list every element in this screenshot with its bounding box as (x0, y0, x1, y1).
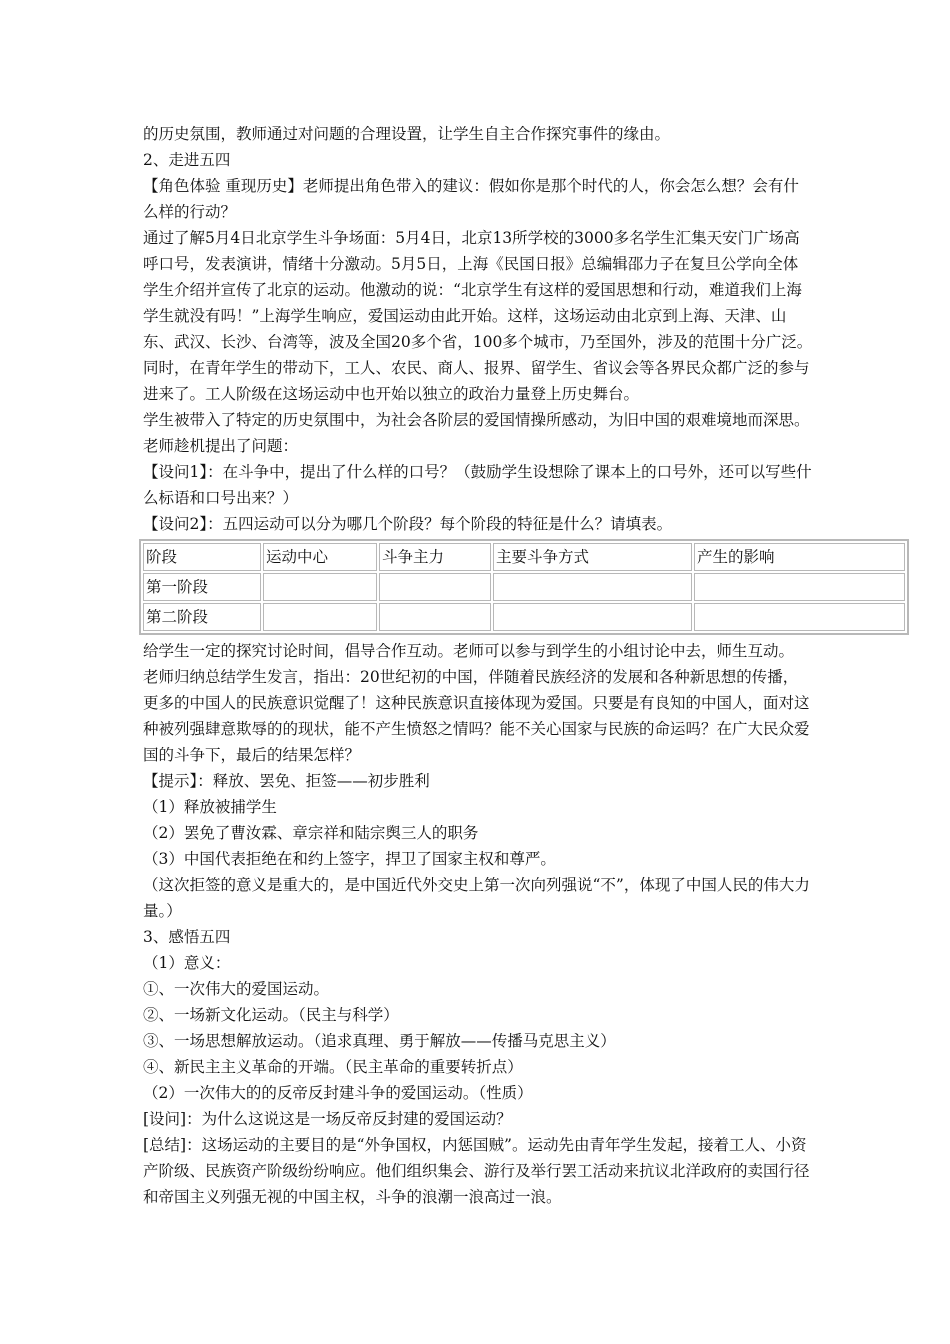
paragraph: 的历史氛围，教师通过对问题的合理设置，让学生自主合作探究事件的缘由。 (143, 125, 671, 143)
question-paragraph: 【设问2】：五四运动可以分为哪几个阶段？每个阶段的特征是什么？请填表。 (143, 515, 673, 533)
table-cell (694, 603, 905, 631)
hint-paragraph: 【提示】：释放、罢免、拒签——初步胜利 (143, 772, 430, 790)
paragraph: 【角色体验 重现历史】老师提出角色带入的建议：假如你是那个时代的人，你会怎么想？会有什么样的行动？ (143, 177, 799, 221)
table-header-cell: 阶段 (143, 543, 261, 571)
section-heading: 3、感悟五四 (143, 928, 231, 946)
question-paragraph: [设问]：为什么这说这是一场反帝反封建的爱国运动？ (143, 1110, 512, 1128)
summary-paragraph: [总结]：这场运动的主要目的是“外争国权，内惩国贼”。运动先由青年学生发起，接着工人、小资产阶级、民族资产阶级纷纷响应。他们组织集会、游行及举行罢工活动来抗议北洋政府的卖国行径和帝国主义列强无视的中国主权，斗争的浪潮一浪高过一浪。 (143, 1136, 810, 1206)
table-cell: 第一阶段 (143, 573, 261, 601)
table-row (143, 573, 905, 601)
table-cell (263, 573, 377, 601)
table-header-row (143, 543, 905, 571)
table-cell (694, 573, 905, 601)
list-item: ③、一场思想解放运动。（追求真理、勇于解放——传播马克思主义） (143, 1032, 616, 1050)
paragraph: （这次拒签的意义是重大的，是中国近代外交史上第一次向列强说“不”，体现了中国人民的伟大力量。） (143, 876, 810, 920)
table-cell (263, 603, 377, 631)
paragraph: 通过了解5月4日北京学生斗争场面：5月4日，北京13所学校的3000多名学生汇集天安门广场高呼口号，发表演讲，情绪十分激动。5月5日，上海《民国日报》总编辑邵力子在复旦公学向全体学生介绍并宣传了北京的运动。他激动的说：“北京学生有这样的爱国思想和行动，难道我们上海学生就没有吗！”上海学生响应，爱国运动由此开始。这样，这场运动由北京到上海、天津、山东、武汉、长沙、台湾等，波及全国20多个省，100多个城市，乃至国外，涉及的范围十分广泛。同时，在青年学生的带动下，工人、农民、商人、报界、留学生、省议会等各界民众都广泛的参与进来了。工人阶级在这场运动中也开始以独立的政治力量登上历史舞台。 (143, 229, 813, 403)
table-cell (379, 573, 491, 601)
list-item: （2）罢免了曹汝霖、章宗祥和陆宗舆三人的职务 (143, 824, 479, 842)
list-item: ②、一场新文化运动。（民主与科学） (143, 1006, 399, 1024)
list-item: （3）中国代表拒绝在和约上签字，捍卫了国家主权和尊严。 (143, 850, 556, 868)
table-header-cell: 产生的影响 (694, 543, 905, 571)
table-header-cell: 运动中心 (263, 543, 377, 571)
section-heading: 2、走进五四 (143, 151, 231, 169)
table-header-cell: 主要斗争方式 (493, 543, 692, 571)
question-paragraph: 【设问1】：在斗争中，提出了什么样的口号？（鼓励学生设想除了课本上的口号外，还可以写些什么标语和口号出来？） (143, 463, 812, 507)
table-cell (379, 603, 491, 631)
document-body (143, 121, 813, 1210)
paragraph: 学生被带入了特定的历史氛围中，为社会各阶层的爱国情操所感动，为旧中国的艰难境地而深思。老师趁机提出了问题： (143, 411, 810, 455)
stage-table (139, 539, 909, 635)
table-cell (493, 603, 692, 631)
paragraph: 老师归纳总结学生发言，指出：20世纪初的中国，伴随着民族经济的发展和各种新思想的传播，更多的中国人的民族意识觉醒了！这种民族意识直接体现为爱国。只要是有良知的中国人，面对这种被列强肆意欺辱的的现状，能不产生愤怒之情吗？能不关心国家与民族的命运吗？在广大民众爱国的斗争下，最后的结果怎样？ (143, 668, 810, 764)
list-item: ④、新民主主义革命的开端。（民主革命的重要转折点） (143, 1058, 523, 1076)
table-row (143, 603, 905, 631)
table-header-cell: 斗争主力 (379, 543, 491, 571)
list-item: ①、一次伟大的爱国运动。 (143, 980, 330, 998)
list-item: （2）一次伟大的的反帝反封建斗争的爱国运动。（性质） (143, 1084, 533, 1102)
paragraph: 给学生一定的探究讨论时间，倡导合作互动。老师可以参与到学生的小组讨论中去，师生互动。 (143, 642, 795, 660)
table-cell: 第二阶段 (143, 603, 261, 631)
list-item: （1）释放被捕学生 (143, 798, 277, 816)
list-item: （1）意义： (143, 954, 231, 972)
table-cell (493, 573, 692, 601)
